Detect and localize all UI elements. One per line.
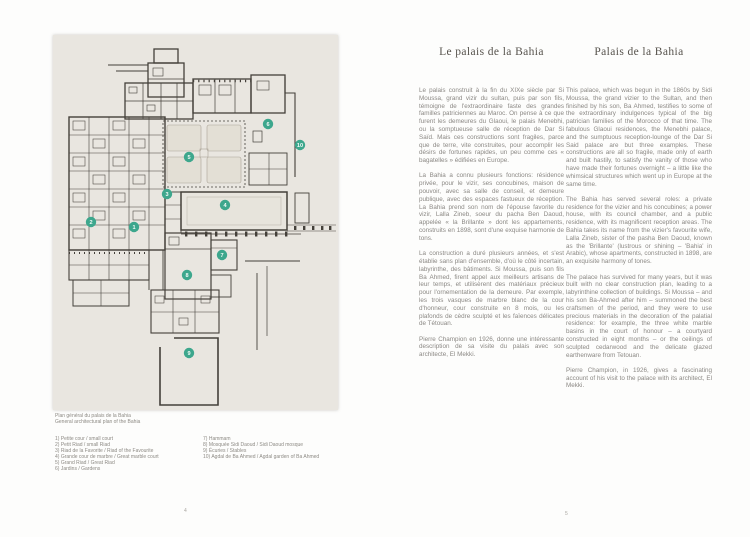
english-column [566, 46, 712, 398]
french-column [419, 46, 564, 367]
legend-item: 9) Écuries / Stables [203, 448, 247, 454]
plan-marker-label-3: 3 [165, 192, 169, 198]
plan-caption [55, 414, 255, 425]
plan-marker-label-9: 9 [187, 351, 191, 357]
plan-legend-column-2 [203, 437, 323, 461]
plan-marker-label-1: 1 [132, 225, 136, 231]
plan-marker-label-6: 6 [266, 122, 270, 128]
english-paragraph: Pierre Champion, in 1926, gives a fascinating account of his visit to the palace with its architect, El Mekki. [566, 366, 712, 390]
french-paragraph: La Bahia a connu plusieurs fonctions: résidence privée, pour le vizir, ses concubines, maison de pouvoir, avec sa salle de conseil, et demeure publique, avec des espaces fastueux de réception. La Bahia prend son nom de l'épouse favorite du vizir, Lalla Zineb, soeur du pacha Ben Daoud, appelée « la Brillante » dont les appartements, construits en 1898, sont d'une exquise harmonie de tons. [419, 172, 564, 242]
plan-caption-fr: Plan général du palais de la Bahia [55, 413, 131, 419]
english-paragraph: This palace, which was begun in the 1860s by Sidi Moussa, the grand vizier to the Sultan, and then finished by his son, Ba Ahmed, testifies to some of the extraordinary indulgences typical of the big patrician families of the Morocco of that time. The fabulous Glaoui residences, the Menebhi palace, and the sumptuous reception-lounge of the Dar Si Said palace are but three examples. These constructions are all so fragile, made only of earth and built hastily, to satisfy the vanity of those who have made their fortunes overnight – a little like the whimsical structures which went up in Europe at the same time. [566, 87, 712, 188]
legend-item: 7) Hammam [203, 436, 231, 442]
legend-item: 3) Riad de la Favorite / Riad of the Favourite [55, 448, 154, 454]
legend-item: 1) Petite cour / small court [55, 436, 114, 442]
plan-marker-label-2: 2 [89, 220, 93, 226]
plan-caption-en: General architectural plan of the Bahia [55, 418, 141, 425]
legend-item: 10) Agdal de Ba Ahmed / Agdal garden of Ba Ahmed [203, 454, 320, 460]
legend-item: 5) Grand Riad / Great Riad [55, 460, 115, 466]
legend-item: 8) Mosquée Sidi Daoud / Sidi Daoud mosque [203, 442, 304, 448]
english-paragraph: The Bahia has served several roles: a private residence for the vizier and his concubines; a power house, with its council chamber, and a public residence, with its magnificent reception areas. The Bahia takes its name from the vizier's favourite wife, Lalla Zineb, sister of the pasha Ben Daoud, known as the 'Brillante' (lustrous or shining – 'Bahia' in Arabic), whose apartments, constructed in 1898, are an exquisite harmony of tones. [566, 195, 712, 266]
english-title: Palais de la Bahia [594, 46, 684, 58]
floor-plan-scan [53, 35, 338, 410]
page-number-right: 5 [565, 511, 568, 517]
english-paragraph: The palace has survived for many years, but it was built with no clear construction plan, leading to a labyrinthine collection of buildings. Si Moussa – and his son Ba-Ahmed after him – summoned the best craftsmen of the period, and they were to use precious materials in the decoration of the palatial residence: for example, the three white marble basins in the court of honour – a courtyard constructed in eight months – or the ceilings of sculpted cedarwood and the delicate glazed earthenware from Tetouan. [566, 273, 712, 359]
plan-marker-label-7: 7 [220, 253, 224, 259]
legend-item: 2) Petit Riad / small Riad [55, 442, 111, 448]
french-paragraph: Le palais construit à la fin du XIXe siècle par Si Moussa, grand vizir du sultan, puis par son fils, témoigne de l'extraordinaire faste des grandes familles patriciennes au Maroc. On pense à ce que furent les demeures du Glaoui, le palais Menebhi, ou la somptueuse salle de réception de Dar Si Saïd. Mais ces constructions sont fragiles, parce que de terre, vite construites, pour accomplir les désirs de fortunes rapides, un peu comme ces « bagatelles » édifiées en Europe. [419, 87, 564, 165]
french-title: Le palais de la Bahia [439, 46, 544, 58]
french-paragraph: Pierre Champion en 1926, donne une intéressante description de sa visite du palais avec son architecte, El Mekki. [419, 335, 564, 359]
plan-number-markers [86, 119, 305, 358]
plan-marker-label-5: 5 [187, 155, 191, 161]
plan-marker-label-10: 10 [296, 143, 304, 149]
french-paragraphs [419, 87, 564, 359]
plan-marker-label-4: 4 [223, 203, 227, 209]
floor-plan-drawing [53, 35, 338, 410]
english-paragraphs [566, 87, 712, 390]
garden-beds [167, 125, 241, 183]
page-number-left: 4 [184, 508, 187, 514]
legend-item: 6) Jardins / Gardens [55, 466, 101, 472]
plan-legend-column-1 [55, 437, 203, 473]
french-paragraph: La construction a duré plusieurs années, et s'est établie sans plan d'ensemble, d'où le côté incertain, labyrinthe, des bâtiments. Si Moussa, puis son fils Ba Ahmed, firent appel aux meilleurs artisans de leur temps, et utilisèrent des matériaux précieux pour l'ornementation de la demeure. Par exemple, les trois vasques de marbre blanc de la cour d'honneur, cour construite en 8 mois, ou les plafonds de cèdre sculpté et les faïences délicates de Tétouan. [419, 250, 564, 328]
plan-marker-label-8: 8 [185, 273, 189, 279]
legend-item: 4) Grande cour de marbre / Great marble court [55, 454, 159, 460]
